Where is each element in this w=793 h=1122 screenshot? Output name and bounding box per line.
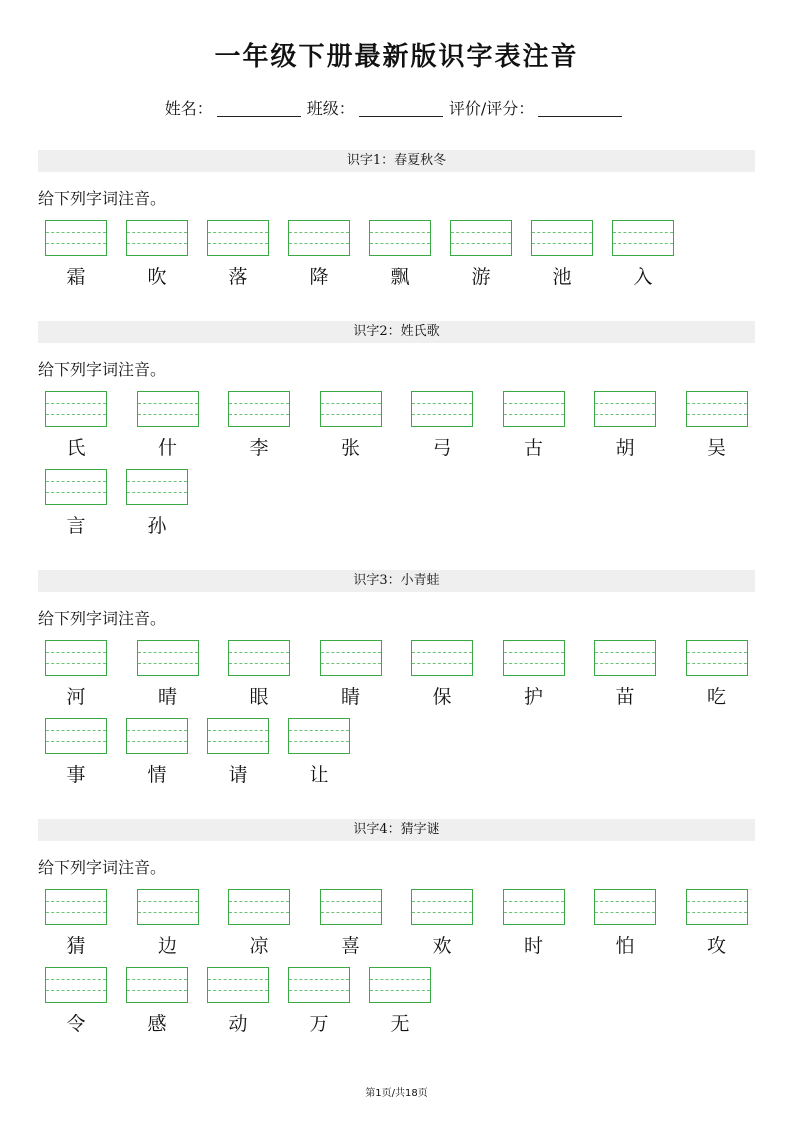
char-cell [45,469,107,538]
hanzi-char: 情 [147,764,167,786]
pinyin-box[interactable] [207,220,269,256]
pinyin-box[interactable] [612,220,674,256]
pinyin-box[interactable] [228,391,290,427]
pinyin-box[interactable] [411,391,473,427]
char-cell [228,889,290,958]
char-cell [288,718,350,787]
pinyin-box[interactable] [126,469,188,505]
class-label: 班级： [306,99,355,118]
pinyin-box[interactable] [369,967,431,1003]
pinyin-box[interactable] [288,967,350,1003]
pinyin-box[interactable] [45,718,107,754]
hanzi-char: 河 [66,686,86,708]
char-cell [45,391,107,460]
char-cell [411,640,473,709]
hanzi-char: 孙 [147,515,167,537]
pinyin-box[interactable] [228,889,290,925]
char-cell [369,967,431,1036]
hanzi-char: 弓 [432,437,452,459]
hanzi-char: 什 [157,437,177,459]
char-cell [369,220,431,289]
hanzi-char: 凉 [249,935,269,957]
hanzi-char: 睛 [340,686,360,708]
section-3 [38,570,755,786]
section-1 [38,150,755,288]
char-cell [207,967,269,1036]
name-label: 姓名： [164,99,213,118]
char-cell [594,640,656,709]
hanzi-char: 古 [523,437,543,459]
char-cell [45,640,107,709]
char-cell [207,718,269,787]
char-cell [411,391,473,460]
hanzi-char: 晴 [157,686,177,708]
char-cell [45,967,107,1036]
pinyin-box[interactable] [320,640,382,676]
char-cell [320,889,382,958]
hanzi-char: 保 [432,686,452,708]
char-cell [228,640,290,709]
pinyin-box[interactable] [686,889,748,925]
hanzi-char: 氏 [66,437,86,459]
pinyin-box[interactable] [207,967,269,1003]
char-cell [137,889,199,958]
pinyin-box[interactable] [126,220,188,256]
pinyin-box[interactable] [531,220,593,256]
instruction: 给下列字词注音。 [38,609,167,628]
hanzi-char: 吹 [147,266,167,288]
char-cell [126,718,188,787]
pinyin-box[interactable] [126,967,188,1003]
pinyin-box[interactable] [411,889,473,925]
char-cell [137,640,199,709]
name-blank[interactable] [217,102,301,117]
section-header: 识字1：春夏秋冬 [38,150,755,172]
class-blank[interactable] [359,102,443,117]
char-cell [207,220,269,289]
hanzi-char: 李 [249,437,269,459]
pinyin-box[interactable] [45,967,107,1003]
hanzi-char: 言 [66,515,86,537]
hanzi-char: 请 [228,764,248,786]
pinyin-box[interactable] [686,391,748,427]
instruction: 给下列字词注音。 [38,858,167,877]
hanzi-char: 护 [523,686,543,708]
pinyin-box[interactable] [137,889,199,925]
hanzi-char: 欢 [432,935,452,957]
hanzi-char: 眼 [249,686,269,708]
char-cell [288,220,350,289]
pinyin-box[interactable] [45,889,107,925]
pinyin-box[interactable] [503,391,565,427]
pinyin-box[interactable] [503,889,565,925]
char-cell [320,391,382,460]
hanzi-char: 入 [633,266,653,288]
section-header: 识字2：姓氏歌 [38,321,755,343]
hanzi-char: 吃 [706,686,726,708]
pinyin-box[interactable] [45,220,107,256]
char-cell [503,391,565,460]
char-cell [126,469,188,538]
char-cell [503,889,565,958]
pinyin-box[interactable] [126,718,188,754]
pinyin-box[interactable] [594,889,656,925]
pinyin-box[interactable] [45,391,107,427]
hanzi-char: 张 [340,437,360,459]
char-cell [137,391,199,460]
hanzi-char: 令 [66,1013,86,1035]
hanzi-char: 无 [390,1013,410,1035]
section-header: 识字3：小青蛙 [38,570,755,592]
hanzi-char: 猜 [66,935,86,957]
hanzi-char: 苗 [615,686,635,708]
score-blank[interactable] [538,102,622,117]
hanzi-char: 游 [471,266,491,288]
pinyin-box[interactable] [320,391,382,427]
hanzi-char: 动 [228,1013,248,1035]
hanzi-char: 事 [66,764,86,786]
pinyin-box[interactable] [320,889,382,925]
pinyin-box[interactable] [137,391,199,427]
char-cell [612,220,674,289]
char-cell [228,391,290,460]
char-cell [686,640,748,709]
pinyin-box[interactable] [503,640,565,676]
hanzi-char: 吴 [706,437,726,459]
hanzi-char: 池 [552,266,572,288]
char-cell [531,220,593,289]
char-cell [320,640,382,709]
pinyin-box[interactable] [594,640,656,676]
page-title: 一年级下册最新版识字表注音 [214,42,579,72]
student-info-row [0,96,793,119]
pinyin-box[interactable] [686,640,748,676]
hanzi-char: 怕 [615,935,635,957]
char-cell [45,220,107,289]
char-cell [594,391,656,460]
char-cell [411,889,473,958]
hanzi-char: 落 [228,266,248,288]
char-cell [45,718,107,787]
section-2 [38,321,755,537]
char-cell [450,220,512,289]
section-4 [38,819,755,1035]
pinyin-box[interactable] [369,220,431,256]
pinyin-box[interactable] [288,220,350,256]
instruction: 给下列字词注音。 [38,360,167,379]
hanzi-char: 霜 [66,266,86,288]
char-cell [126,220,188,289]
hanzi-char: 攻 [706,935,726,957]
section-header: 识字4：猜字谜 [38,819,755,841]
hanzi-char: 飘 [390,266,410,288]
pinyin-box[interactable] [594,391,656,427]
char-cell [686,889,748,958]
hanzi-char: 感 [147,1013,167,1035]
char-cell [45,889,107,958]
hanzi-char: 边 [157,935,177,957]
pinyin-box[interactable] [228,640,290,676]
hanzi-char: 胡 [615,437,635,459]
char-cell [126,967,188,1036]
hanzi-char: 让 [309,764,329,786]
hanzi-char: 万 [309,1013,329,1035]
char-cell [594,889,656,958]
pinyin-box[interactable] [45,640,107,676]
score-label: 评价/评分： [448,99,535,118]
char-cell [503,640,565,709]
pinyin-box[interactable] [411,640,473,676]
pinyin-box[interactable] [207,718,269,754]
char-cell [288,967,350,1036]
char-cell [686,391,748,460]
page-footer: 第1页/共18页 [365,1088,428,1099]
hanzi-char: 时 [523,935,543,957]
instruction: 给下列字词注音。 [38,189,167,208]
hanzi-char: 喜 [340,935,360,957]
hanzi-char: 降 [309,266,329,288]
pinyin-box[interactable] [45,469,107,505]
pinyin-box[interactable] [288,718,350,754]
pinyin-box[interactable] [450,220,512,256]
pinyin-box[interactable] [137,640,199,676]
